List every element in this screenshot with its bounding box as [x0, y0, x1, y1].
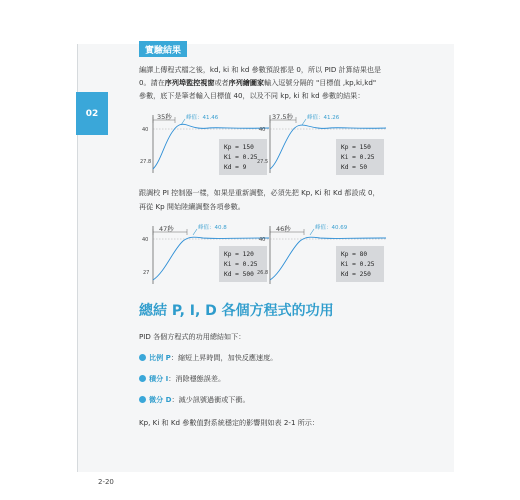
- bullet-dot-icon: [139, 354, 146, 361]
- y-tick-bottom: 27.5: [257, 159, 269, 165]
- rise-time-label: 47秒: [159, 225, 174, 233]
- section-heading: 總結 P, I, D 各個方程式的功用: [139, 303, 334, 319]
- response-plot-4: [256, 222, 386, 290]
- response-plot-3: [139, 222, 269, 290]
- middle-line-1: 跟調校 PI 控制器一樣，如果是重新調整，必須先把 Kp, Ki 和 Kd 都設成 0，: [139, 188, 380, 197]
- kd-value: Kd = 500: [224, 271, 254, 278]
- bullet-dot-icon: [139, 375, 146, 382]
- kp-value: Kp = 150: [341, 144, 371, 151]
- kd-value: Kd = 50: [341, 164, 368, 171]
- ki-value: Ki = 0.25: [224, 154, 258, 161]
- response-plot-2: [256, 111, 386, 179]
- bullet-integral: 積分 I：消除穩態誤差。: [139, 372, 225, 385]
- peak-label: 峰值：41.46: [186, 115, 219, 121]
- peak-label: 峰值：40.69: [315, 225, 348, 231]
- closing-line: Kp, Ki 和 Kd 參數值對系統穩定的影響則如表 2-1 所示：: [139, 418, 319, 427]
- bullet-derivative: 微分 D：減少訊號過衝或下衝。: [139, 393, 250, 406]
- summary-intro: PID 各個方程式的功用總結如下：: [139, 332, 246, 341]
- kp-value: Kp = 80: [341, 251, 368, 258]
- rise-time-label: 37.5秒: [272, 113, 293, 121]
- bullet-dot-icon: [139, 396, 146, 403]
- serial-monitor-term: 序列埠監控視窗: [164, 78, 215, 87]
- y-tick-bottom: 26.8: [257, 270, 269, 276]
- ki-value: Ki = 0.25: [341, 154, 375, 161]
- chapter-tab: 02: [76, 92, 108, 135]
- kp-value: Kp = 120: [224, 251, 254, 258]
- response-plot-1: [139, 111, 269, 179]
- serial-plotter-term: 序列繪圖家: [228, 78, 265, 87]
- y-tick-bottom: 27: [143, 270, 150, 276]
- kd-value: Kd = 9: [224, 164, 247, 171]
- rise-time-label: 46秒: [276, 225, 291, 233]
- y-tick-top: 40: [142, 127, 149, 133]
- bullet-proportional: 比例 P：縮短上昇時間，加快反應速度。: [139, 351, 277, 364]
- y-tick-top: 40: [259, 237, 266, 243]
- y-tick-top: 40: [142, 237, 149, 243]
- intro-line-1: 編譯上傳程式檔之後，kd, ki 和 kd 參數預設都是 0，所以 PID 計算結果也是: [139, 65, 382, 74]
- ki-value: Ki = 0.25: [224, 261, 258, 268]
- peak-label: 峰值：40.8: [198, 225, 227, 231]
- page-number: 2-20: [98, 478, 114, 486]
- ki-value: Ki = 0.25: [341, 261, 375, 268]
- peak-label: 峰值：41.26: [307, 115, 340, 121]
- intro-line-2: 0。請在序列埠監控視窗或者序列繪圖家輸入逗號分隔的 "目標值 ,kp,ki,kd": [139, 78, 377, 87]
- rise-time-label: 35秒: [157, 113, 172, 121]
- y-tick-top: 40: [259, 127, 266, 133]
- kd-value: Kd = 250: [341, 271, 371, 278]
- middle-line-2: 再從 Kp 開始陸續調整各項參數。: [139, 202, 245, 211]
- intro-line-3: 參數，底下是筆者輸入目標值 40，以及不同 kp, ki 和 kd 參數的結果：: [139, 91, 365, 100]
- y-tick-bottom: 27.8: [140, 159, 152, 165]
- kp-value: Kp = 150: [224, 144, 254, 151]
- section-label: 實驗結果: [139, 41, 187, 57]
